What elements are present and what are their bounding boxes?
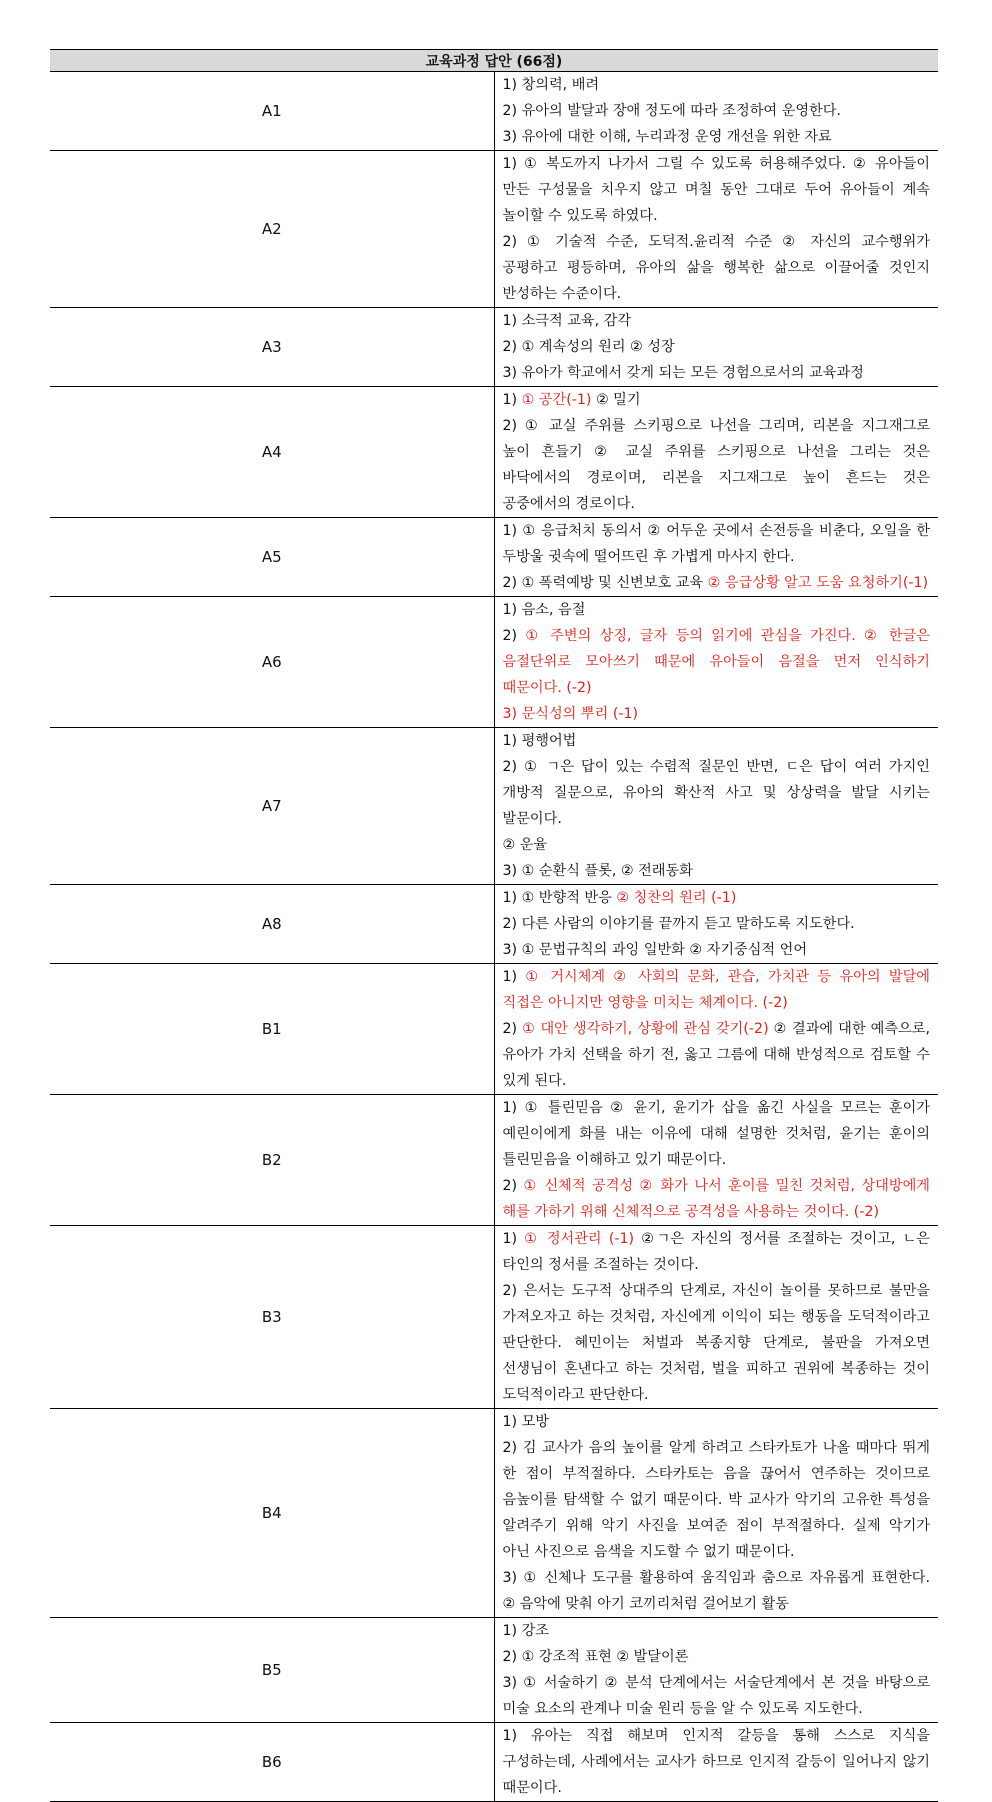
answer-segment: 1) 소극적 교육, 감각 <box>502 313 632 329</box>
answer-text <box>494 597 938 728</box>
answer-segment: 2) 유아의 발달과 장애 정도에 따라 조정하여 운영한다. <box>502 103 841 119</box>
answer-line <box>503 1409 931 1435</box>
answer-line <box>503 832 931 858</box>
answer-segment: 1) 강조 <box>502 1623 549 1639</box>
answer-segment: 2) ① 계속성의 원리 ② 성장 <box>502 339 675 355</box>
answer-segment: ②ㄱ은 자신의 정서를 조절하는 것이고, ㄴ은 타인의 정서를 조절하는 것이다. <box>502 1231 931 1273</box>
answer-line <box>503 1278 931 1408</box>
question-code: A7 <box>50 728 494 885</box>
answer-row-b3 <box>50 1226 938 1409</box>
question-code: B3 <box>50 1226 494 1409</box>
answer-line <box>503 858 931 884</box>
answer-segment: 1) 평행어법 <box>502 733 577 749</box>
question-code: B6 <box>50 1723 494 1802</box>
answer-text <box>494 1618 938 1723</box>
table-header-row <box>50 50 938 72</box>
answer-text <box>494 518 938 597</box>
question-code: A5 <box>50 518 494 597</box>
answer-segment: 3) ① 문법규칙의 과잉 일반화 ② 자기중심적 언어 <box>502 942 808 958</box>
question-code: B2 <box>50 1095 494 1226</box>
answer-segment: 2) <box>502 1021 523 1037</box>
answer-line <box>503 754 931 832</box>
question-code: B5 <box>50 1618 494 1723</box>
answer-row-a1 <box>50 72 938 151</box>
answer-row-b1 <box>50 964 938 1095</box>
answer-segment: 3) ① 서술하기 ② 분석 단계에서는 서술단계에서 본 것을 바탕으로 미술 요소의 관계나 미술 원리 등을 알 수 있도록 지도한다. <box>502 1675 930 1717</box>
answer-segment: 2) <box>502 628 526 644</box>
deduction-text: ① 대안 생각하기, 상황에 관심 갖기(-2) <box>522 1021 769 1037</box>
deduction-text: ① 신체적 공격성 ② 화가 나서 훈이를 밀친 것처럼, 상대방에게 해를 가하기 위해 신체적으로 공격성을 사용하는 것이다. (-2) <box>502 1178 930 1220</box>
answer-line <box>503 1644 931 1670</box>
answer-line <box>503 964 931 1016</box>
answer-row-a2 <box>50 151 938 308</box>
answer-line <box>503 387 931 413</box>
answer-row-b5 <box>50 1618 938 1723</box>
question-code: A8 <box>50 885 494 964</box>
answer-line <box>503 570 931 596</box>
answer-line <box>503 911 931 937</box>
deduction-text: ① 공간(-1) <box>521 392 592 408</box>
answer-line <box>503 1435 931 1565</box>
answer-line <box>503 1618 931 1644</box>
question-code: A2 <box>50 151 494 308</box>
answer-text <box>494 308 938 387</box>
answer-text <box>494 1095 938 1226</box>
question-code: B1 <box>50 964 494 1095</box>
answer-segment: 2) ① ㄱ은 답이 있는 수렴적 질문인 반면, ㄷ은 답이 여러 가지인 개방적 질문으로, 유아의 확산적 사고 및 상상력을 발달 시키는 발문이다. <box>502 759 930 827</box>
answer-line <box>503 334 931 360</box>
answer-row-a7 <box>50 728 938 885</box>
answer-line <box>503 518 931 570</box>
answer-segment: 3) ① 신체나 도구를 활용하여 움직임과 춤으로 자유롭게 표현한다. ② 음악에 맞춰 아기 코끼리처럼 걸어보기 활동 <box>502 1570 930 1612</box>
answer-row-a6 <box>50 597 938 728</box>
answer-line <box>503 229 931 307</box>
answer-line <box>503 1723 931 1801</box>
answer-segment: 2) <box>502 1178 524 1194</box>
answer-row-b6 <box>50 1723 938 1802</box>
answer-segment: 2) 은서는 도구적 상대주의 단계로, 자신이 놀이를 못하므로 불만을 가져오자고 하는 것처럼, 자신에게 이익이 되는 행동을 도덕적이라고 판단한다. 혜민이는 처벌과 복종지향 단계로, 불판을 가져오면 선생님이 혼낸다고 하는 것처럼, 벌을 피하고 권위에 복종하는 것이 도덕적이라고 판단한다. <box>502 1283 930 1403</box>
answer-row-a8 <box>50 885 938 964</box>
answer-segment: 1) ① 복도까지 나가서 그릴 수 있도록 허용해주었다. ② 유아들이 만든 구성물을 치우지 않고 며칠 동안 그대로 두어 유아들이 계속 놀이할 수 있도록 하였다. <box>502 156 930 224</box>
answer-segment: 2) ① 강조적 표현 ② 발달이론 <box>502 1649 689 1665</box>
answer-segment: 1) <box>502 1231 525 1247</box>
answer-line <box>503 72 931 98</box>
answer-line <box>503 728 931 754</box>
answer-line <box>503 1173 931 1225</box>
answer-segment: 1) ① 반향적 반응 <box>502 890 617 906</box>
answer-row-b4 <box>50 1409 938 1618</box>
answer-line <box>503 597 931 623</box>
answer-text <box>494 72 938 151</box>
answer-line <box>503 308 931 334</box>
answer-row-a3 <box>50 308 938 387</box>
answer-table <box>50 49 938 1802</box>
answer-rows <box>50 72 938 1802</box>
answer-row-b2 <box>50 1095 938 1226</box>
answer-line <box>503 1095 931 1173</box>
question-code: B4 <box>50 1409 494 1618</box>
deduction-text: ① 거시체계 ② 사회의 문화, 관습, 가치관 등 유아의 발달에 직접은 아니지만 영향을 미치는 체계이다. (-2) <box>502 969 930 1011</box>
answer-segment: 1) 유아는 직접 해보며 인지적 갈등을 통해 스스로 지식을 구성하는데, 사례에서는 교사가 하므로 인지적 갈등이 일어나지 않기 때문이다. <box>502 1728 930 1796</box>
answer-text <box>494 1226 938 1409</box>
deduction-text: 3) 문식성의 뿌리 (-1) <box>502 706 639 722</box>
answer-line <box>503 1565 931 1617</box>
deduction-text: ② 칭찬의 원리 (-1) <box>616 890 737 906</box>
answer-segment: 1) <box>502 392 522 408</box>
answer-segment: 1) ① 응급처치 동의서 ② 어두운 곳에서 손전등을 비춘다, 오일을 한 두방울 귓속에 떨어뜨린 후 가볍게 마사지 한다. <box>502 523 930 565</box>
answer-segment: ② 결과에 대한 예측으로, 유아가 가치 선택을 하기 전, 옳고 그름에 대해 반성적으로 검토할 수 있게 된다. <box>502 1021 930 1089</box>
answer-segment: ② 밀기 <box>591 392 641 408</box>
question-code: A6 <box>50 597 494 728</box>
answer-line <box>503 98 931 124</box>
deduction-text: ① 정서관리 (-1) <box>524 1231 635 1247</box>
answer-line <box>503 1226 931 1278</box>
answer-row-a4 <box>50 387 938 518</box>
deduction-text: ② 응급상황 알고 도움 요청하기(-1) <box>707 575 929 591</box>
answer-segment: 2) 다른 사람의 이야기를 끝까지 듣고 말하도록 지도한다. <box>502 916 855 932</box>
answer-line <box>503 124 931 150</box>
question-code: A1 <box>50 72 494 151</box>
answer-text <box>494 387 938 518</box>
answer-segment: 1) <box>502 969 526 985</box>
table-title: 교육과정 답안 (66점) <box>50 50 938 72</box>
answer-segment: 2) ① 교실 주위를 스키핑으로 나선을 그리며, 리본을 지그재그로 높이 흔들기 ② 교실 주위를 스키핑으로 나선을 그리는 것은 바닥에서의 경로이며, 리본을 지그재그로 높이 흔드는 것은 공중에서의 경로이다. <box>502 418 930 512</box>
answer-segment: 2) 김 교사가 음의 높이를 알게 하려고 스타카토가 나올 때마다 뛰게 한 점이 부적절하다. 스타카토는 음을 끊어서 연주하는 것이므로 음높이를 탐색할 수 없기 때문이다. 박 교사가 악기의 고유한 특성을 알려주기 위해 악기 사진을 보여준 점이 부적절하다. 실제 악기가 아닌 사진으로 음색을 지도할 수 없기 때문이다. <box>502 1440 930 1560</box>
answer-segment: 1) ① 틀린믿음 ② 윤기, 윤기가 삽을 옮긴 사실을 모르는 훈이가 예린이에게 화를 내는 이유에 대해 설명한 것처럼, 윤기는 훈이의 틀린믿음을 이해하고 있기 때문이다. <box>502 1100 930 1168</box>
question-code: A3 <box>50 308 494 387</box>
answer-row-a5 <box>50 518 938 597</box>
answer-segment: 2) ① 폭력예방 및 신변보호 교육 <box>502 575 708 591</box>
answer-line <box>503 623 931 701</box>
answer-line <box>503 1670 931 1722</box>
answer-text <box>494 885 938 964</box>
answer-text <box>494 1409 938 1618</box>
answer-segment: 1) 음소, 음절 <box>502 602 586 618</box>
answer-text <box>494 151 938 308</box>
answer-segment: 3) ① 순환식 플롯, ② 전래동화 <box>502 863 693 879</box>
answer-segment: ② 운율 <box>502 837 548 853</box>
answer-segment: 1) 모방 <box>502 1414 549 1430</box>
question-code: A4 <box>50 387 494 518</box>
answer-text <box>494 1723 938 1802</box>
deduction-text: ① 주변의 상징, 글자 등의 읽기에 관심을 가진다. ② 한글은 음절단위로 모아쓰기 때문에 유아들이 음절을 먼저 인식하기 때문이다. (-2) <box>502 628 930 696</box>
answer-text <box>494 964 938 1095</box>
answer-segment: 3) 유아에 대한 이해, 누리과정 운영 개선을 위한 자료 <box>502 129 832 145</box>
answer-line <box>503 885 931 911</box>
answer-line <box>503 151 931 229</box>
answer-line <box>503 413 931 517</box>
answer-line <box>503 1016 931 1094</box>
answer-line <box>503 937 931 963</box>
answer-text <box>494 728 938 885</box>
answer-line <box>503 701 931 727</box>
answer-line <box>503 360 931 386</box>
answer-segment: 3) 유아가 학교에서 갖게 되는 모든 경험으로서의 교육과정 <box>502 365 864 381</box>
answer-segment: 2) ① 기술적 수준, 도덕적.윤리적 수준 ② 자신의 교수행위가 공평하고 평등하며, 유아의 삶을 행복한 삶으로 이끌어줄 것인지 반성하는 수준이다. <box>502 234 930 302</box>
answer-segment: 1) 창의력, 배려 <box>502 77 600 93</box>
